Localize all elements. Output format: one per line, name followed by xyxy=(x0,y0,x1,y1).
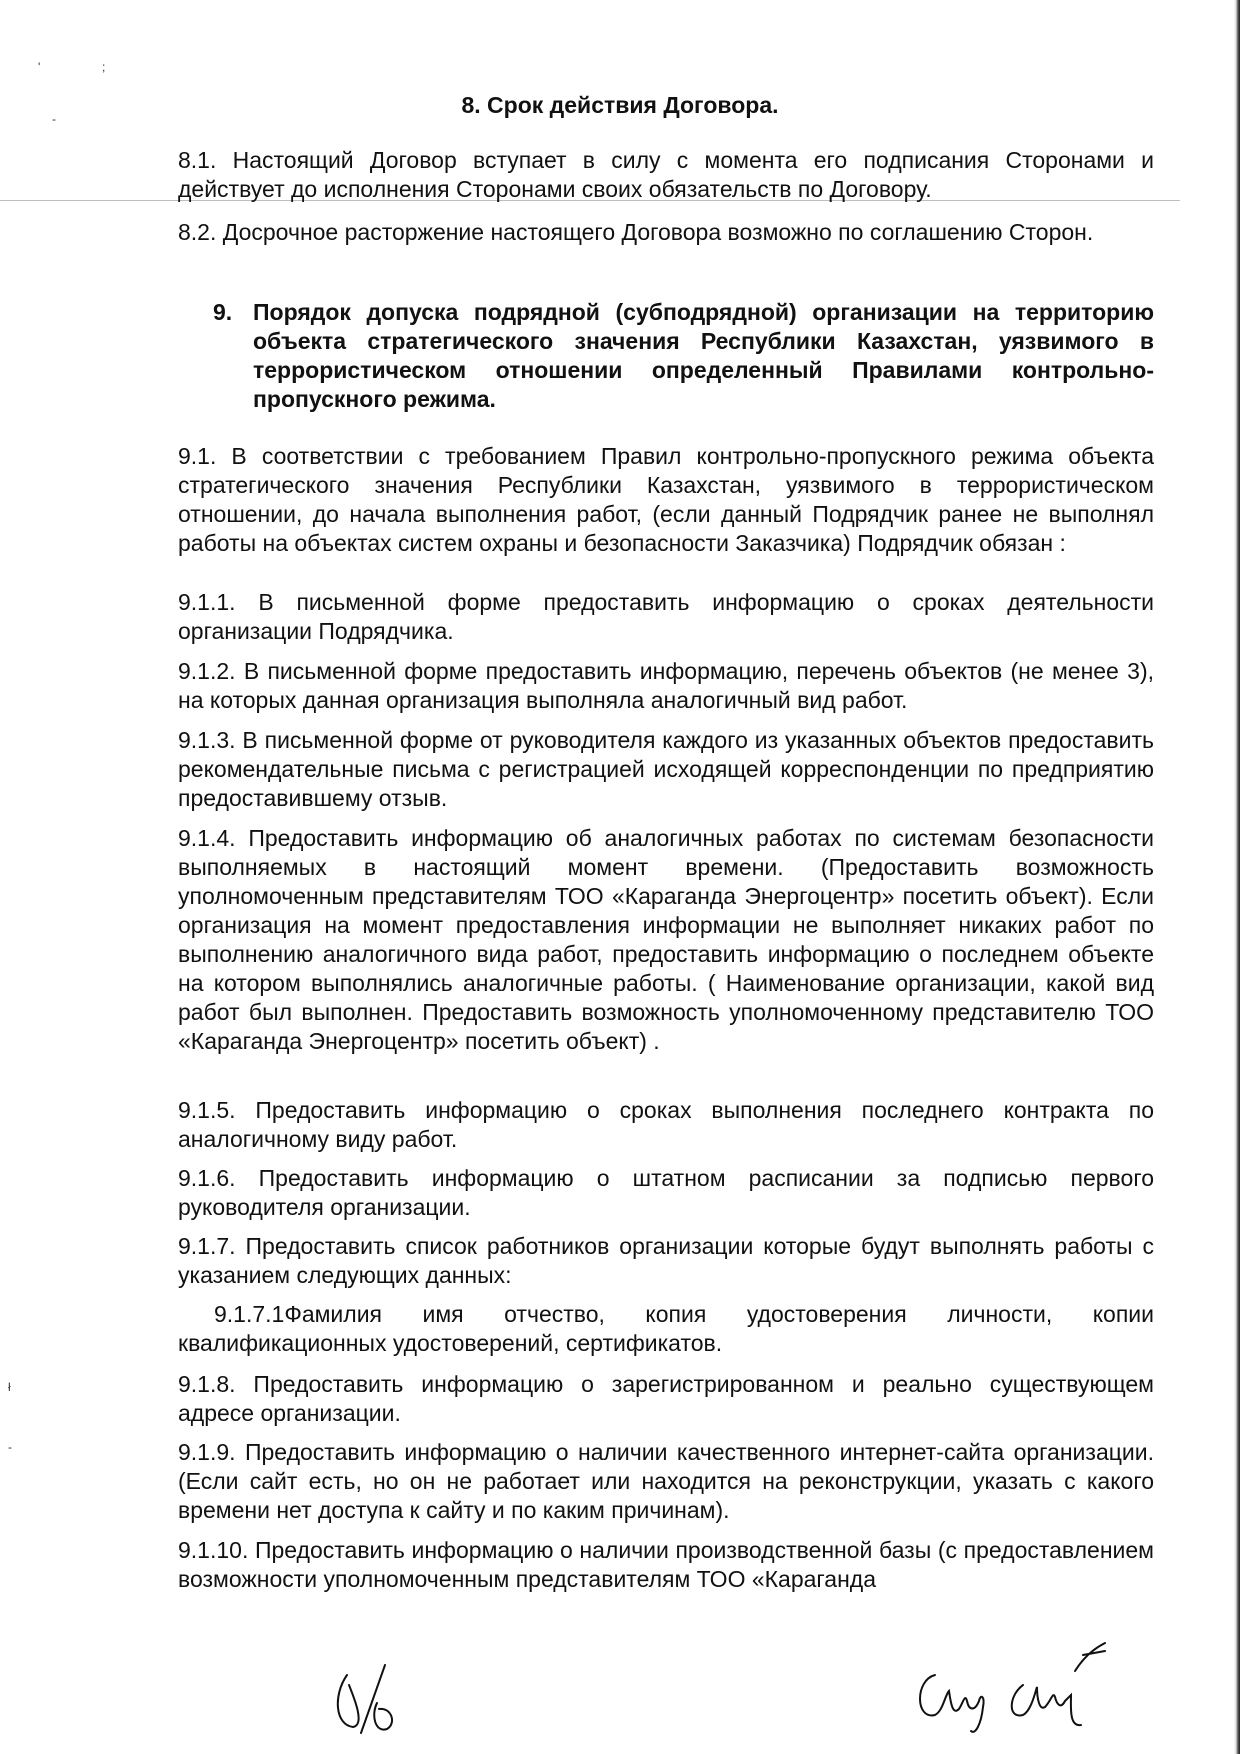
scan-speck: - xyxy=(52,112,56,126)
signature-right xyxy=(905,1635,1125,1740)
paragraph-9-1-10: 9.1.10. Предоставить информацию о наличии производственной базы (с предоставлением возможности уполномоченным представителям ТОО «Караганда xyxy=(178,1537,1154,1592)
paragraph-8-2: 8.2. Досрочное расторжение настоящего Договора возможно по соглашению Сторон. xyxy=(178,219,1094,245)
scan-speck: ' xyxy=(38,60,41,74)
signature-initials-left xyxy=(325,1655,415,1740)
paragraph-9-1-8: 9.1.8. Предоставить информацию о зарегистрированном и реально существующем адресе организации. xyxy=(178,1371,1154,1426)
section-9-title: Порядок допуска подрядной (субподрядной) организации на территорию объекта стратегического значения Республики Казахстан, уязвимого в террористическом отношении определенный Правилами контрольно-пропускного режима. xyxy=(253,299,1154,412)
paragraph-9-1-4: 9.1.4. Предоставить информацию об аналогичных работах по системам безопасности выполняемых в настоящий момент времени. (Предоставить возможность уполномоченным представителям ТОО «Караганда Энергоцентр» посетить объект). Если организация на момент предоставления информации не выполняет никаких работ по выполнению аналогичного вида работ, предоставить информацию о последнем объекте на котором выполнялись аналогичные работы. ( Наименование организации, какой вид работ был выполнен. Предоставить возможность уполномоченному представителю ТОО «Караганда Энергоцентр» посетить объект) . xyxy=(178,825,1154,1054)
scan-speck: - xyxy=(8,1440,12,1454)
scan-edge xyxy=(1234,0,1240,1754)
paragraph-9-1-5: 9.1.5. Предоставить информацию о сроках выполнения последнего контракта по аналогичному виду работ. xyxy=(178,1097,1154,1152)
paragraph-9-1: 9.1. В соответствии с требованием Правил контрольно-пропускного режима объекта стратегического значения Республики Казахстан, уязвимого в террористическом отношении, до начала выполнения работ, (если данный Подрядчик ранее не выполнял работы на объектах систем охраны и безопасности Заказчика) Подрядчик обязан : xyxy=(178,443,1154,556)
scan-speck: ; xyxy=(102,60,106,74)
paragraph-9-1-2: 9.1.2. В письменной форме предоставить информацию, перечень объектов (не менее 3), на которых данная организация выполняла аналогичный вид работ. xyxy=(178,658,1154,713)
paragraph-8-1: 8.1. Настоящий Договор вступает в силу с момента его подписания Сторонами и действует до исполнения Сторонами своих обязательств по Договору. xyxy=(178,147,1154,202)
section-9-heading xyxy=(213,298,1154,414)
paragraph-9-1-9: 9.1.9. Предоставить информацию о наличии качественного интернет-сайта организации. (Если сайт есть, но он не работает или находится на реконструкции, указать с какого времени нет доступа к сайту и по каким причинам). xyxy=(178,1439,1154,1523)
section-9-number: 9. xyxy=(213,299,233,325)
paragraph-9-1-7: 9.1.7. Предоставить список работников организации которые будут выполнять работы с указанием следующих данных: xyxy=(178,1233,1154,1288)
paragraph-9-1-1: 9.1.1. В письменной форме предоставить информацию о сроках деятельности организации Подрядчика. xyxy=(178,589,1154,644)
paragraph-9-1-6: 9.1.6. Предоставить информацию о штатном расписании за подписью первого руководителя организации. xyxy=(178,1165,1154,1220)
paragraph-9-1-3: 9.1.3. В письменной форме от руководителя каждого из указанных объектов предоставить рекомендательные письма с регистрацией исходящей корреспонденции по предприятию предоставившему отзыв. xyxy=(178,727,1154,811)
paragraph-9-1-7-1: 9.1.7.1Фамилия имя отчество, копия удостоверения личности, копии квалификационных удостоверений, сертификатов. xyxy=(178,1301,1154,1356)
section-8-title: 8. Срок действия Договора. xyxy=(461,92,779,118)
scan-speck: ł xyxy=(8,1380,11,1394)
